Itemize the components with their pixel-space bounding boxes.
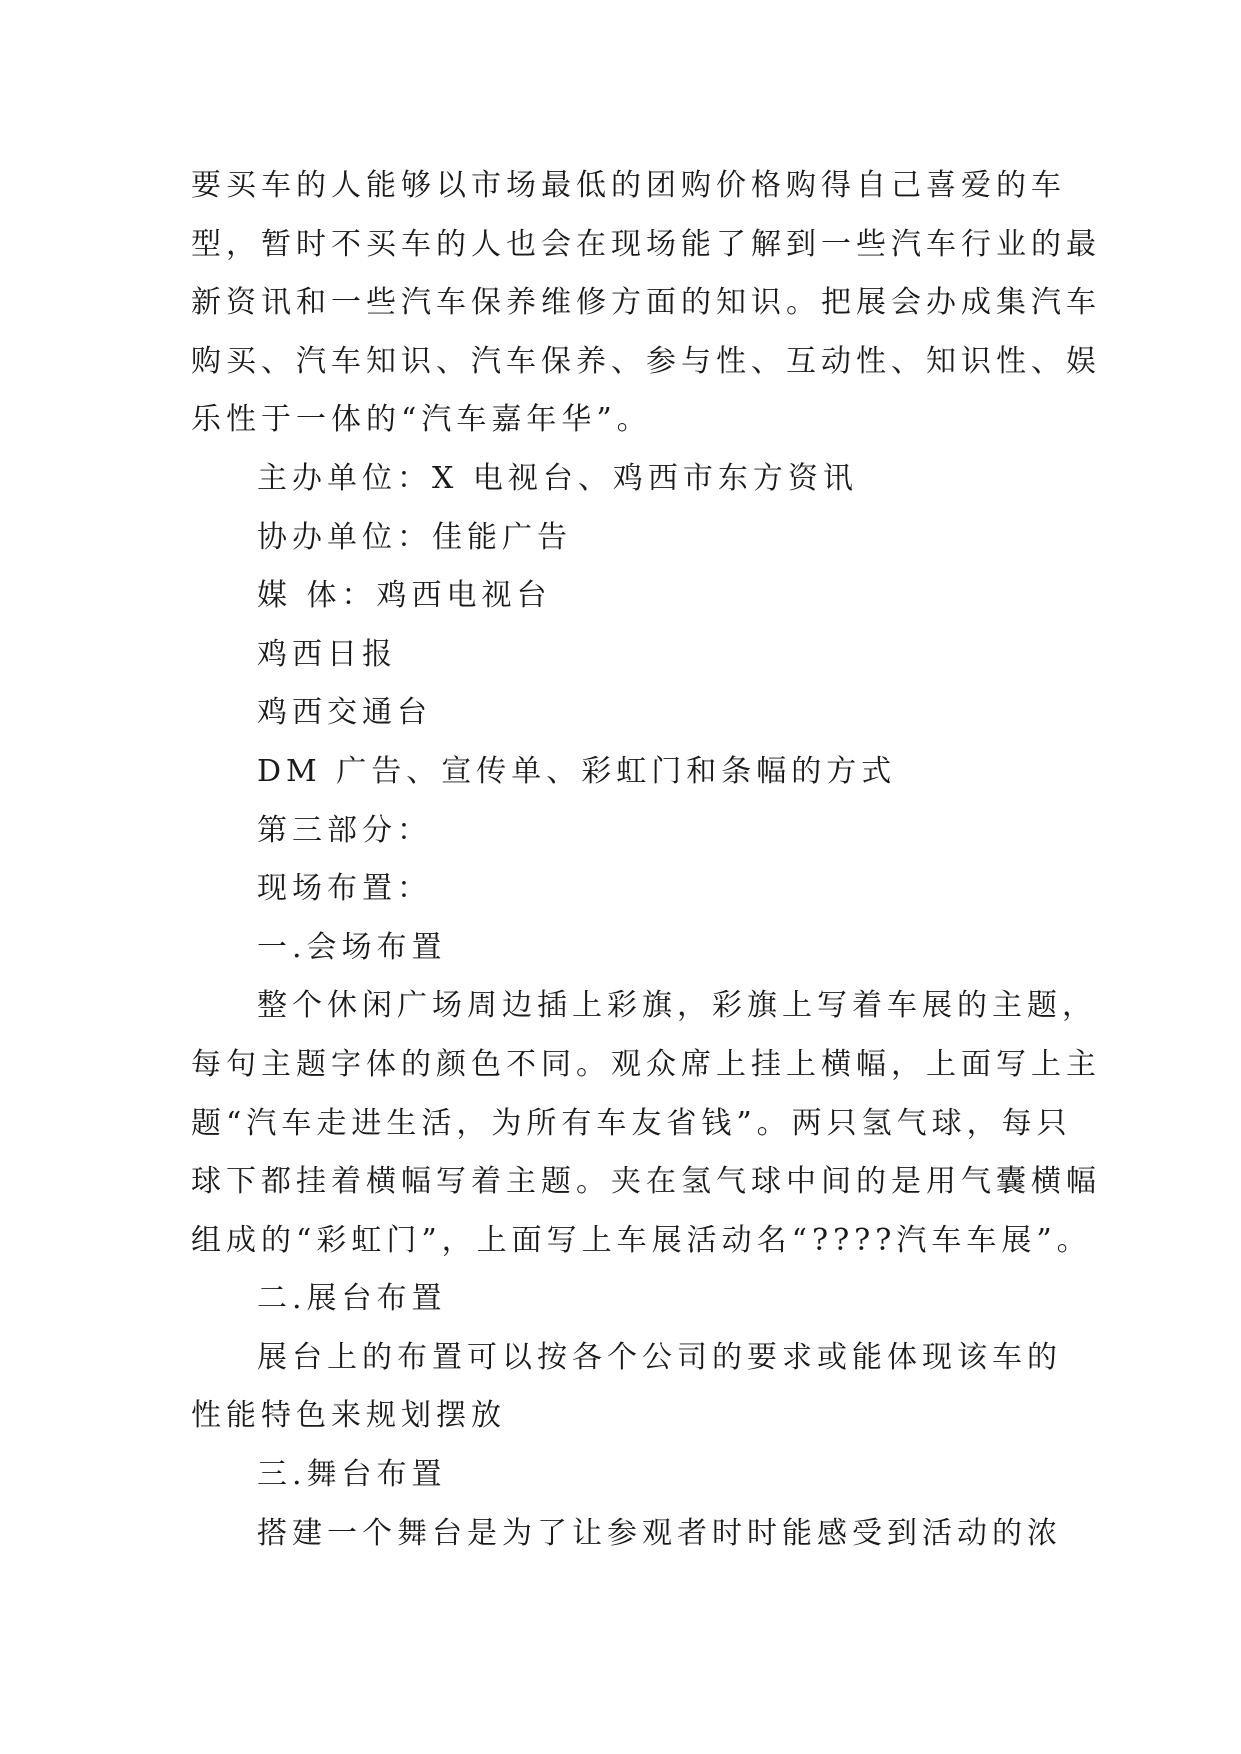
text-line: 新资讯和一些汽车保养维修方面的知识。把展会办成集汽车 [191, 285, 1101, 321]
text-line: 球下都挂着横幅写着主题。夹在氢气球中间的是用气囊横幅 [191, 1164, 1101, 1200]
text-line: 题“汽车走进生活，为所有车友省钱”。两只氢气球，每只 [191, 1105, 1072, 1141]
text-line: DM 广告、宣传单、彩虹门和条幅的方式 [257, 753, 897, 789]
text-line: 鸡西交通台 [257, 695, 432, 731]
text-line: 鸡西日报 [257, 636, 397, 672]
text-line: 乐性于一体的“汽车嘉年华”。 [191, 402, 652, 438]
text-line: 要买车的人能够以市场最低的团购价格购得自己喜爱的车 [191, 168, 1066, 203]
text-line: 主办单位：X 电视台、鸡西市东方资讯 [257, 460, 858, 496]
text-line: 展台上的布置可以按各个公司的要求或能体现该车的 [257, 1339, 1062, 1375]
text-line: 每句主题字体的颜色不同。观众席上挂上横幅，上面写上主 [191, 1046, 1101, 1082]
text-line: 型，暂时不买车的人也会在现场能了解到一些汽车行业的最 [191, 226, 1101, 262]
text-line: 协办单位：佳能广告 [257, 519, 572, 555]
text-line: 第三部分： [257, 812, 432, 848]
text-line: 媒 体：鸡西电视台 [257, 578, 552, 614]
text-line: 三.舞台布置 [257, 1457, 447, 1493]
text-line: 二.展台布置 [257, 1281, 447, 1317]
text-line: 一.会场布置 [257, 929, 447, 965]
text-line: 整个休闲广场周边插上彩旗，彩旗上写着车展的主题， [257, 988, 1097, 1024]
text-line: 搭建一个舞台是为了让参观者时时能感受到活动的浓 [257, 1515, 1062, 1551]
text-line: 购买、汽车知识、汽车保养、参与性、互动性、知识性、娱 [191, 343, 1101, 379]
text-line: 组成的“彩虹门”，上面写上车展活动名“????汽车车展”。 [191, 1222, 1092, 1258]
text-line: 现场布置： [257, 871, 432, 907]
text-line: 性能特色来规划摆放 [191, 1398, 506, 1434]
document-body [191, 157, 1101, 1563]
